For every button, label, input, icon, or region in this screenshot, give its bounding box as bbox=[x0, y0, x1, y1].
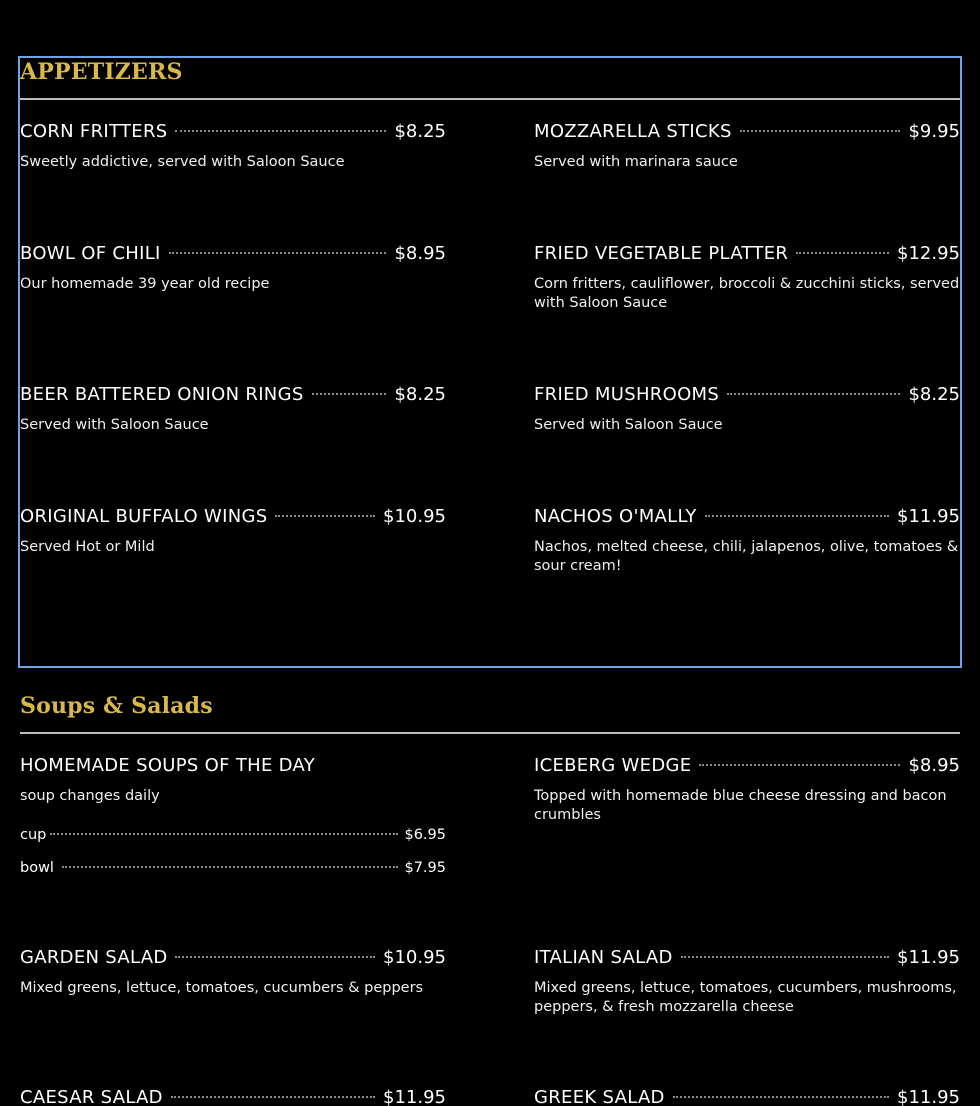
soup-option-bowl bbox=[20, 859, 446, 878]
dot-leader bbox=[171, 1096, 375, 1098]
item-name: CAESAR SALAD bbox=[20, 1087, 163, 1106]
dot-leader bbox=[169, 252, 387, 254]
menu-item-onion-rings bbox=[20, 383, 446, 435]
item-price: $10.95 bbox=[383, 947, 446, 968]
menu-item-corn-fritters bbox=[20, 120, 446, 172]
section-title-appetizers: APPETIZERS bbox=[20, 59, 183, 85]
dot-leader bbox=[175, 130, 386, 132]
soup-option-cup bbox=[20, 826, 446, 845]
item-price: $8.25 bbox=[908, 384, 960, 405]
item-price: $8.25 bbox=[394, 384, 446, 405]
item-price: $12.95 bbox=[897, 243, 960, 264]
dot-leader bbox=[275, 515, 375, 517]
option-price: $7.95 bbox=[404, 860, 446, 876]
section-title-soups-salads: Soups & Salads bbox=[20, 693, 213, 719]
menu-item-mozzarella-sticks bbox=[534, 120, 960, 172]
dot-leader bbox=[312, 393, 387, 395]
menu-item-nachos-omally bbox=[534, 505, 960, 576]
dot-leader bbox=[681, 956, 889, 958]
option-label: cup bbox=[20, 827, 47, 843]
item-name: MOZZARELLA STICKS bbox=[534, 121, 732, 142]
item-description: Our homemade 39 year old recipe bbox=[20, 276, 270, 292]
dot-leader bbox=[740, 130, 901, 132]
item-name: FRIED MUSHROOMS bbox=[534, 384, 720, 405]
dot-leader bbox=[62, 866, 399, 868]
item-name: GARDEN SALAD bbox=[20, 947, 168, 968]
item-price: $11.95 bbox=[383, 1087, 446, 1106]
item-description: Sweetly addictive, served with Saloon Sauce bbox=[20, 154, 345, 170]
item-description: Nachos, melted cheese, chili, jalapenos, olive, tomatoes & sour cream! bbox=[534, 539, 959, 574]
dot-leader bbox=[727, 393, 900, 395]
dot-leader bbox=[673, 1096, 889, 1098]
item-name: HOMEMADE SOUPS OF THE DAY bbox=[20, 755, 315, 776]
item-description: Topped with homemade blue cheese dressing and bacon crumbles bbox=[534, 788, 947, 823]
item-name: GREEK SALAD bbox=[534, 1087, 665, 1106]
option-price: $6.95 bbox=[404, 827, 446, 843]
item-description: soup changes daily bbox=[20, 788, 160, 804]
item-price: $11.95 bbox=[897, 506, 960, 527]
menu-item-caesar-salad bbox=[20, 1086, 446, 1106]
item-name: CORN FRITTERS bbox=[20, 121, 168, 142]
menu-item-bowl-of-chili bbox=[20, 242, 446, 294]
dot-leader bbox=[175, 956, 375, 958]
item-name: BOWL OF CHILI bbox=[20, 243, 161, 264]
item-name: NACHOS O'MALLY bbox=[534, 506, 697, 527]
item-price: $11.95 bbox=[897, 947, 960, 968]
dot-leader bbox=[699, 764, 900, 766]
menu-item-iceberg-wedge bbox=[534, 754, 960, 825]
item-price: $8.95 bbox=[908, 755, 960, 776]
soups-salads-section bbox=[20, 692, 960, 1106]
dot-leader bbox=[705, 515, 889, 517]
item-price: $10.95 bbox=[383, 506, 446, 527]
menu-item-garden-salad bbox=[20, 946, 446, 998]
dot-leader bbox=[50, 833, 398, 835]
option-label: bowl bbox=[20, 860, 54, 876]
item-price: $11.95 bbox=[897, 1087, 960, 1106]
section-divider bbox=[20, 98, 960, 100]
menu-item-buffalo-wings bbox=[20, 505, 446, 557]
item-name: ORIGINAL BUFFALO WINGS bbox=[20, 506, 268, 527]
dot-leader bbox=[796, 252, 889, 254]
item-name: BEER BATTERED ONION RINGS bbox=[20, 384, 304, 405]
menu-item-fried-vegetable-platter bbox=[534, 242, 960, 313]
item-price: $8.25 bbox=[394, 121, 446, 142]
item-description: Mixed greens, lettuce, tomatoes, cucumbers & peppers bbox=[20, 980, 424, 996]
item-description: Corn fritters, cauliflower, broccoli & zucchini sticks, served with Saloon Sauce bbox=[534, 276, 960, 311]
menu-item-fried-mushrooms bbox=[534, 383, 960, 435]
section-divider bbox=[20, 732, 960, 734]
item-name: ITALIAN SALAD bbox=[534, 947, 673, 968]
item-price: $9.95 bbox=[908, 121, 960, 142]
menu-item-homemade-soups bbox=[20, 754, 446, 884]
menu-item-greek-salad bbox=[534, 1086, 960, 1106]
item-name: ICEBERG WEDGE bbox=[534, 755, 692, 776]
item-description: Served with Saloon Sauce bbox=[534, 417, 723, 433]
item-name: FRIED VEGETABLE PLATTER bbox=[534, 243, 789, 264]
item-price: $8.95 bbox=[394, 243, 446, 264]
item-description: Served with marinara sauce bbox=[534, 154, 738, 170]
menu-item-italian-salad bbox=[534, 946, 960, 1017]
item-description: Served Hot or Mild bbox=[20, 539, 155, 555]
item-description: Served with Saloon Sauce bbox=[20, 417, 209, 433]
item-description: Mixed greens, lettuce, tomatoes, cucumbers, mushrooms, peppers, & fresh mozzarella cheese bbox=[534, 980, 957, 1015]
appetizers-section[interactable] bbox=[20, 58, 960, 666]
